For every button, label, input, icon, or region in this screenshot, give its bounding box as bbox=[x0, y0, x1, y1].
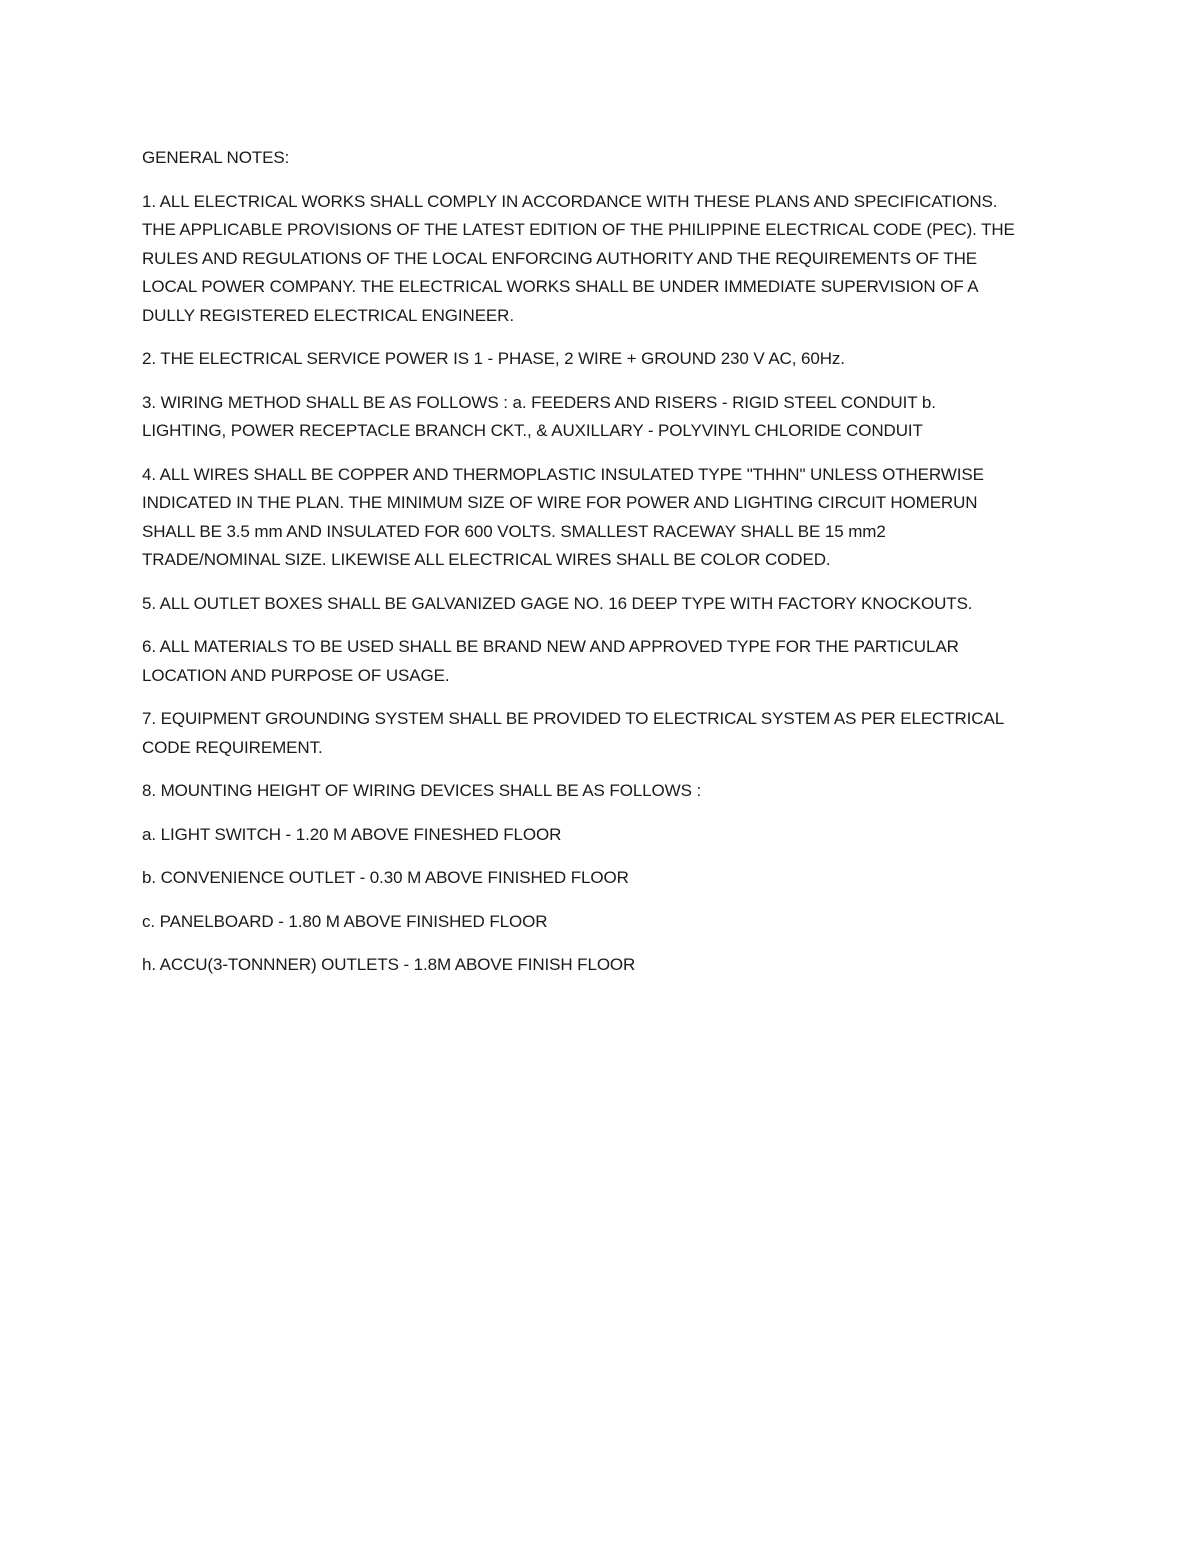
note-6 bbox=[142, 633, 1062, 690]
note-line: INDICATED IN THE PLAN. THE MINIMUM SIZE OF WIRE FOR POWER AND LIGHTING CIRCUIT HOMERUN bbox=[142, 493, 978, 512]
note-3 bbox=[142, 389, 1062, 446]
note-line: 1. ALL ELECTRICAL WORKS SHALL COMPLY IN ACCORDANCE WITH THESE PLANS AND SPECIFICATIONS. bbox=[142, 191, 998, 211]
note-line: THE APPLICABLE PROVISIONS OF THE LATEST EDITION OF THE PHILIPPINE ELECTRICAL CODE (PEC). THE bbox=[142, 220, 1015, 239]
note-line: DULLY REGISTERED ELECTRICAL ENGINEER. bbox=[142, 305, 514, 325]
notes-body bbox=[142, 144, 1062, 995]
note-line: TRADE/NOMINAL SIZE. LIKEWISE ALL ELECTRICAL WIRES SHALL BE COLOR CODED. bbox=[142, 550, 831, 569]
note-line: 6. ALL MATERIALS TO BE USED SHALL BE BRAND NEW AND APPROVED TYPE FOR THE PARTICULAR bbox=[142, 637, 959, 656]
note-8h-accu-outlets bbox=[142, 951, 1062, 980]
note-line: 3. WIRING METHOD SHALL BE AS FOLLOWS : a. FEEDERS AND RISERS - RIGID STEEL CONDUIT b. bbox=[142, 392, 936, 412]
note-line: CODE REQUIREMENT. bbox=[142, 737, 323, 757]
note-5 bbox=[142, 590, 1062, 619]
note-line: 2. THE ELECTRICAL SERVICE POWER IS 1 - PHASE, 2 WIRE + GROUND 230 V AC, 60Hz. bbox=[142, 349, 845, 368]
note-line: LIGHTING, POWER RECEPTACLE BRANCH CKT., & AUXILLARY - POLYVINYL CHLORIDE CONDUIT bbox=[142, 421, 923, 440]
notes-heading: GENERAL NOTES: bbox=[142, 148, 290, 167]
note-1 bbox=[142, 188, 1062, 331]
note-8b-convenience-outlet bbox=[142, 864, 1062, 893]
note-line: b. CONVENIENCE OUTLET - 0.30 M ABOVE FINISHED FLOOR bbox=[142, 868, 629, 887]
note-8c-panelboard bbox=[142, 908, 1062, 937]
note-line: LOCAL POWER COMPANY. THE ELECTRICAL WORKS SHALL BE UNDER IMMEDIATE SUPERVISION OF A bbox=[142, 277, 979, 296]
note-line: 5. ALL OUTLET BOXES SHALL BE GALVANIZED GAGE NO. 16 DEEP TYPE WITH FACTORY KNOCKOUTS. bbox=[142, 593, 973, 613]
note-line: 8. MOUNTING HEIGHT OF WIRING DEVICES SHALL BE AS FOLLOWS : bbox=[142, 781, 702, 800]
note-line: a. LIGHT SWITCH - 1.20 M ABOVE FINESHED FLOOR bbox=[142, 824, 562, 844]
note-7 bbox=[142, 705, 1062, 762]
note-8 bbox=[142, 777, 1062, 806]
note-2 bbox=[142, 345, 1062, 374]
note-line: h. ACCU(3-TONNNER) OUTLETS - 1.8M ABOVE FINISH FLOOR bbox=[142, 955, 636, 974]
note-4 bbox=[142, 461, 1062, 575]
note-line: 7. EQUIPMENT GROUNDING SYSTEM SHALL BE PROVIDED TO ELECTRICAL SYSTEM AS PER ELECTRICAL bbox=[142, 709, 1005, 728]
note-line: SHALL BE 3.5 mm AND INSULATED FOR 600 VOLTS. SMALLEST RACEWAY SHALL BE 15 mm2 bbox=[142, 521, 886, 541]
note-8a-light-switch bbox=[142, 821, 1062, 850]
note-line: c. PANELBOARD - 1.80 M ABOVE FINISHED FLOOR bbox=[142, 911, 548, 931]
note-line: RULES AND REGULATIONS OF THE LOCAL ENFORCING AUTHORITY AND THE REQUIREMENTS OF THE bbox=[142, 248, 978, 268]
note-line: LOCATION AND PURPOSE OF USAGE. bbox=[142, 665, 450, 685]
note-line: 4. ALL WIRES SHALL BE COPPER AND THERMOPLASTIC INSULATED TYPE "THHN" UNLESS OTHERWISE bbox=[142, 464, 984, 484]
